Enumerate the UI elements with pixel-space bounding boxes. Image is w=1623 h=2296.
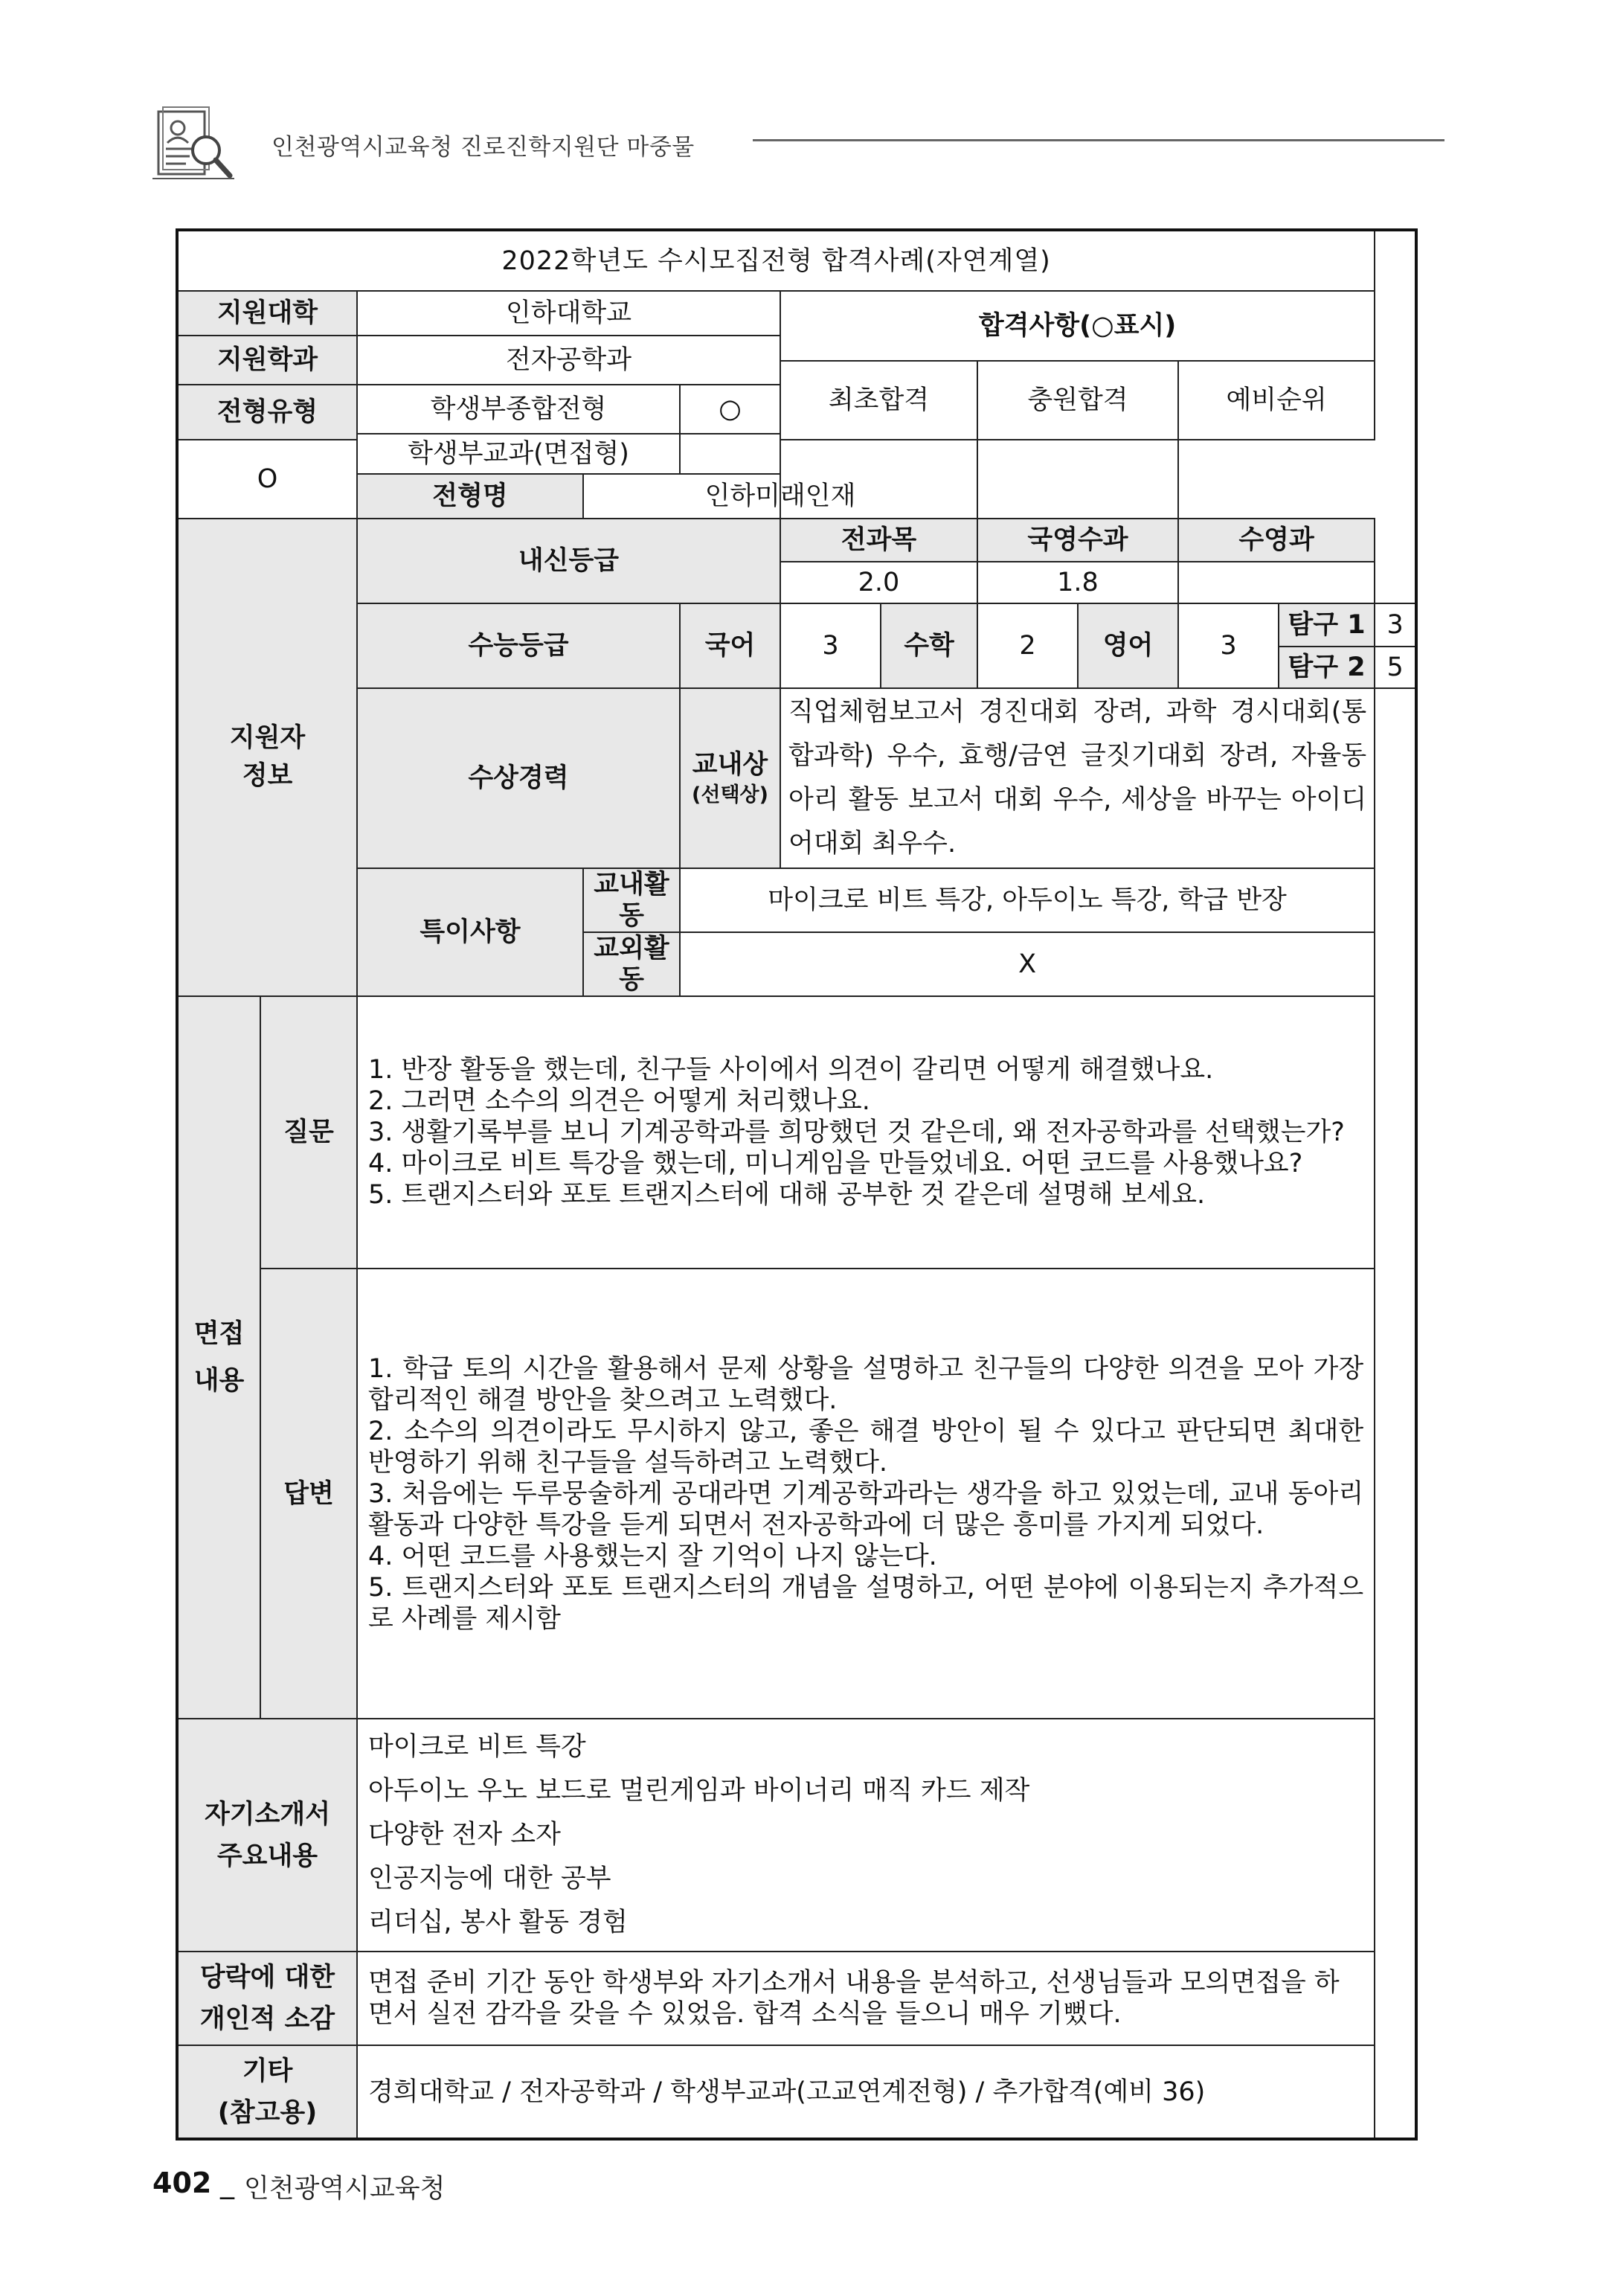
answer-item: 2. 소수의 의견이라도 무시하지 않고, 좋은 해결 방안이 될 수 있다고 판단되면 최대한 반영하기 위해 친구들을 설득하려고 노력했다. <box>368 1416 1364 1478</box>
value-type1: 학생부종합전형 <box>357 385 680 434</box>
page-number: 402 <box>152 2167 212 2199</box>
label-applicant-info: 지원자 정보 <box>177 519 357 996</box>
intro-item: 다양한 전자 소자 <box>368 1820 561 1850</box>
label-questions: 질문 <box>260 996 357 1269</box>
label-dept: 지원학과 <box>177 336 357 385</box>
value-awards: 직업체험보고서 경진대회 장려, 과학 경시대회(통합과학) 우수, 효행/금연 글짓기대회 장려, 자율동아리 활동 보고서 대회 우수, 세상을 바꾸는 아이디어대회 최우수. <box>780 688 1375 868</box>
label-ms: 수영과 <box>1178 519 1375 562</box>
page-title: 2022학년도 수시모집전형 합격사례(자연계열) <box>177 230 1375 291</box>
questions-list <box>357 996 1375 1269</box>
reserve-rank-mark <box>977 440 1178 519</box>
selected-award-text: (선택상) <box>692 783 768 807</box>
question-item: 4. 마이크로 비트 특강을 했는데, 미니게임을 만들었네요. 어떤 코드를 사용했나요? <box>368 1149 1303 1179</box>
search-document-icon <box>152 104 236 187</box>
label-csat-kor: 국어 <box>680 603 780 688</box>
label-interview: 면접 내용 <box>177 996 260 1719</box>
answer-item: 1. 학급 토의 시간을 활용해서 문제 상황을 설명하고 친구들의 다양한 의견을 모아 가장 합리적인 해결 방안을 찾으려고 노력했다. <box>368 1353 1364 1415</box>
first-pass-mark: O <box>177 440 357 519</box>
value-dept: 전자공학과 <box>357 336 780 385</box>
label-all-subjects: 전과목 <box>780 519 977 562</box>
label-csat: 수능등급 <box>357 603 680 688</box>
csat-math: 2 <box>977 603 1078 688</box>
label-type: 전형유형 <box>177 385 357 440</box>
value-etc: 경희대학교 / 전자공학과 / 학생부교과(고교연계전형) / 추가합격(예비 36) <box>357 2045 1375 2139</box>
label-self-intro: 자기소개서 주요내용 <box>177 1719 357 1952</box>
question-item: 5. 트랜지스터와 포토 트랜지스터에 대해 공부한 것 같은데 설명해 보세요. <box>368 1180 1206 1210</box>
csat-kor: 3 <box>780 603 881 688</box>
label-first-pass: 최초합격 <box>780 361 977 440</box>
in-school-award-text: 교내상 <box>692 749 768 780</box>
label-etc: 기타 (참고용) <box>177 2045 357 2139</box>
header-text: 인천광역시교육청 진로진학지원단 마중물 <box>271 134 695 161</box>
self-intro-list <box>357 1719 1375 1952</box>
value-name: 인하미래인재 <box>583 474 977 519</box>
footer-separator: _ <box>220 2167 234 2199</box>
intro-item: 아두이노 우노 보드로 멀린게임과 바이너리 매직 카드 제작 <box>368 1776 1030 1806</box>
gpa-ms <box>1178 562 1375 603</box>
label-activity-out: 교외활동 <box>583 932 680 996</box>
value-univ: 인하대학교 <box>357 291 780 336</box>
value-activity-out: X <box>680 932 1375 996</box>
label-inquiry-2: 탐구 2 <box>1279 647 1375 688</box>
label-csat-eng: 영어 <box>1078 603 1178 688</box>
label-additional-pass: 충원합격 <box>977 361 1178 440</box>
question-item: 2. 그러면 소수의 의견은 어떻게 처리했나요. <box>368 1086 870 1116</box>
header-divider <box>753 139 1444 141</box>
answer-item: 5. 트랜지스터와 포토 트랜지스터의 개념을 설명하고, 어떤 분야에 이용되는지 추가적으로 사례를 제시함 <box>368 1572 1364 1634</box>
value-activity-in: 마이크로 비트 특강, 아두이노 특강, 학급 반장 <box>680 868 1375 932</box>
label-univ: 지원대학 <box>177 291 357 336</box>
label-kem: 국영수과 <box>977 519 1178 562</box>
type1-mark: ○ <box>680 385 780 434</box>
label-personal-feeling: 당락에 대한 개인적 소감 <box>177 1952 357 2045</box>
label-reserve-rank: 예비순위 <box>1178 361 1375 440</box>
question-item: 3. 생활기록부를 보니 기계공학과를 희망했던 것 같은데, 왜 전자공학과를 선택했는가? <box>368 1117 1345 1147</box>
value-personal-feeling: 면접 준비 기간 동안 학생부와 자기소개서 내용을 분석하고, 선생님들과 모의면접을 하면서 실전 감각을 갖을 수 있었음. 합격 소식을 들으니 매우 기뻤다. <box>357 1952 1375 2045</box>
label-result: 합격사항(○표시) <box>780 291 1375 361</box>
intro-item: 마이크로 비트 특강 <box>368 1732 586 1762</box>
label-name: 전형명 <box>357 474 583 519</box>
label-in-school-award <box>680 688 780 868</box>
gpa-all-subjects: 2.0 <box>780 562 977 603</box>
csat-inquiry-2: 5 <box>1375 647 1416 688</box>
csat-eng: 3 <box>1178 603 1279 688</box>
label-awards: 수상경력 <box>357 688 680 868</box>
label-csat-math: 수학 <box>881 603 977 688</box>
label-activity-in: 교내활동 <box>583 868 680 932</box>
value-type2: 학생부교과(면접형) <box>357 434 680 474</box>
answer-item: 3. 처음에는 두루뭉술하게 공대라면 기계공학과라는 생각을 하고 있었는데, 교내 동아리 활동과 다양한 특강을 듣게 되면서 전자공학과에 더 많은 흥미를 가지게 되었다. <box>368 1478 1364 1540</box>
label-special: 특이사항 <box>357 868 583 996</box>
answers-list <box>357 1269 1375 1719</box>
label-gpa: 내신등급 <box>357 519 780 603</box>
answer-item: 4. 어떤 코드를 사용했는지 잘 기억이 나지 않는다. <box>368 1541 937 1571</box>
gpa-kem: 1.8 <box>977 562 1178 603</box>
type2-mark <box>680 434 780 474</box>
footer-text: 인천광역시교육청 <box>244 2174 446 2204</box>
question-item: 1. 반장 활동을 했는데, 친구들 사이에서 의견이 갈리면 어떻게 해결했나요. <box>368 1055 1214 1085</box>
label-answers: 답변 <box>260 1269 357 1719</box>
intro-item: 리더십, 봉사 활동 경험 <box>368 1908 628 1937</box>
csat-inquiry-1: 3 <box>1375 603 1416 647</box>
admission-case-table <box>176 228 1418 2141</box>
intro-item: 인공지능에 대한 공부 <box>368 1864 611 1893</box>
label-inquiry-1: 탐구 1 <box>1279 603 1375 647</box>
